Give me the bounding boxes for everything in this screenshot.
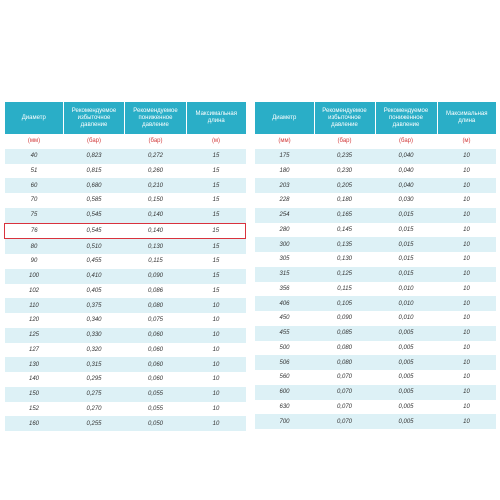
cell-underpressure: 0,030: [375, 193, 437, 208]
cell-diameter: 100: [5, 269, 64, 284]
unit-diameter: (мм): [255, 134, 314, 149]
cell-underpressure: 0,015: [375, 252, 437, 267]
header-row: [255, 102, 496, 134]
cell-underpressure: 0,260: [125, 164, 187, 179]
cell-max-length: 15: [187, 239, 246, 254]
cell-overpressure: 0,125: [314, 267, 375, 282]
cell-overpressure: 0,275: [64, 387, 125, 402]
unit-diameter: (мм): [5, 134, 64, 149]
table-row: [5, 343, 246, 358]
cell-max-length: 10: [187, 343, 246, 358]
header-diameter: Диаметр: [255, 102, 314, 134]
table-row: [255, 370, 496, 385]
unit-max-length: (м): [187, 134, 246, 149]
cell-diameter: 180: [255, 164, 314, 179]
cell-overpressure: 0,545: [64, 223, 125, 239]
cell-underpressure: 0,005: [375, 400, 437, 415]
cell-overpressure: 0,235: [314, 149, 375, 164]
table-row: [5, 387, 246, 402]
table-row: [255, 252, 496, 267]
cell-underpressure: 0,080: [125, 298, 187, 313]
cell-max-length: 15: [187, 269, 246, 284]
cell-overpressure: 0,130: [314, 252, 375, 267]
cell-diameter: 280: [255, 223, 314, 238]
cell-underpressure: 0,060: [125, 357, 187, 372]
table-row: [5, 178, 246, 193]
cell-overpressure: 0,330: [64, 328, 125, 343]
header-overpressure: Рекомендуемое избыточное давление: [64, 102, 125, 134]
cell-underpressure: 0,005: [375, 414, 437, 429]
cell-max-length: 15: [187, 254, 246, 269]
table-row: [5, 357, 246, 372]
table-row: [5, 298, 246, 313]
cell-underpressure: 0,015: [375, 267, 437, 282]
table-row: [255, 341, 496, 356]
cell-max-length: 10: [437, 341, 496, 356]
cell-overpressure: 0,080: [314, 341, 375, 356]
cell-underpressure: 0,115: [125, 254, 187, 269]
table-row: [255, 282, 496, 297]
cell-diameter: 70: [5, 193, 64, 208]
cell-underpressure: 0,015: [375, 208, 437, 223]
cell-diameter: 90: [5, 254, 64, 269]
cell-diameter: 315: [255, 267, 314, 282]
cell-underpressure: 0,005: [375, 370, 437, 385]
cell-underpressure: 0,040: [375, 164, 437, 179]
cell-underpressure: 0,086: [125, 284, 187, 299]
cell-diameter: 102: [5, 284, 64, 299]
highlighted-row: [5, 223, 246, 239]
cell-max-length: 15: [187, 193, 246, 208]
cell-diameter: 600: [255, 385, 314, 400]
cell-diameter: 305: [255, 252, 314, 267]
cell-diameter: 120: [5, 313, 64, 328]
cell-diameter: 506: [255, 355, 314, 370]
table-row: [5, 328, 246, 343]
table-row: [5, 254, 246, 269]
table-row: [255, 223, 496, 238]
cell-max-length: 10: [187, 416, 246, 431]
cell-max-length: 10: [437, 385, 496, 400]
cell-max-length: 10: [437, 414, 496, 429]
cell-overpressure: 0,135: [314, 237, 375, 252]
cell-diameter: 254: [255, 208, 314, 223]
cell-underpressure: 0,140: [125, 208, 187, 223]
cell-diameter: 160: [5, 416, 64, 431]
cell-max-length: 10: [437, 237, 496, 252]
cell-diameter: 630: [255, 400, 314, 415]
cell-diameter: 152: [5, 402, 64, 417]
table-row: [255, 193, 496, 208]
table-row: [5, 284, 246, 299]
cell-overpressure: 0,080: [314, 355, 375, 370]
cell-overpressure: 0,180: [314, 193, 375, 208]
table-row: [5, 164, 246, 179]
cell-max-length: 10: [437, 193, 496, 208]
left-spec-table: [4, 102, 246, 431]
cell-diameter: 500: [255, 341, 314, 356]
cell-underpressure: 0,272: [125, 149, 187, 164]
cell-max-length: 10: [187, 298, 246, 313]
cell-overpressure: 0,230: [314, 164, 375, 179]
cell-underpressure: 0,010: [375, 282, 437, 297]
cell-diameter: 76: [5, 223, 64, 239]
cell-underpressure: 0,090: [125, 269, 187, 284]
cell-overpressure: 0,090: [314, 311, 375, 326]
cell-diameter: 51: [5, 164, 64, 179]
header-diameter: Диаметр: [5, 102, 64, 134]
cell-overpressure: 0,315: [64, 357, 125, 372]
table-row: [5, 372, 246, 387]
cell-max-length: 10: [437, 400, 496, 415]
cell-diameter: 127: [5, 343, 64, 358]
units-row: [5, 134, 246, 149]
cell-max-length: 10: [437, 370, 496, 385]
cell-max-length: 15: [187, 178, 246, 193]
cell-overpressure: 0,070: [314, 370, 375, 385]
cell-max-length: 10: [187, 357, 246, 372]
cell-diameter: 110: [5, 298, 64, 313]
unit-overpressure: (бар): [314, 134, 375, 149]
cell-diameter: 40: [5, 149, 64, 164]
cell-max-length: 15: [187, 208, 246, 223]
table-row: [255, 355, 496, 370]
cell-diameter: 140: [5, 372, 64, 387]
cell-diameter: 560: [255, 370, 314, 385]
cell-overpressure: 0,405: [64, 284, 125, 299]
cell-diameter: 450: [255, 311, 314, 326]
cell-overpressure: 0,145: [314, 223, 375, 238]
cell-overpressure: 0,105: [314, 296, 375, 311]
table-row: [5, 149, 246, 164]
cell-underpressure: 0,140: [125, 223, 187, 239]
cell-overpressure: 0,815: [64, 164, 125, 179]
cell-diameter: 60: [5, 178, 64, 193]
cell-underpressure: 0,050: [125, 416, 187, 431]
table-row: [255, 385, 496, 400]
table-row: [5, 313, 246, 328]
cell-max-length: 10: [437, 296, 496, 311]
table-row: [255, 237, 496, 252]
table-row: [255, 296, 496, 311]
cell-overpressure: 0,085: [314, 326, 375, 341]
cell-max-length: 10: [187, 328, 246, 343]
cell-underpressure: 0,150: [125, 193, 187, 208]
cell-max-length: 15: [187, 149, 246, 164]
cell-underpressure: 0,060: [125, 328, 187, 343]
cell-overpressure: 0,510: [64, 239, 125, 254]
cell-overpressure: 0,455: [64, 254, 125, 269]
cell-diameter: 228: [255, 193, 314, 208]
cell-overpressure: 0,205: [314, 178, 375, 193]
cell-max-length: 10: [187, 372, 246, 387]
cell-max-length: 10: [437, 164, 496, 179]
cell-max-length: 10: [187, 387, 246, 402]
table-row: [255, 164, 496, 179]
cell-max-length: 10: [437, 208, 496, 223]
table-row: [5, 402, 246, 417]
cell-diameter: 406: [255, 296, 314, 311]
cell-diameter: 80: [5, 239, 64, 254]
cell-overpressure: 0,070: [314, 414, 375, 429]
header-underpressure: Рекомендуемое пониженное давление: [125, 102, 187, 134]
cell-diameter: 175: [255, 149, 314, 164]
cell-overpressure: 0,340: [64, 313, 125, 328]
cell-underpressure: 0,005: [375, 341, 437, 356]
cell-overpressure: 0,165: [314, 208, 375, 223]
table-row: [255, 149, 496, 164]
table-row: [5, 208, 246, 223]
cell-overpressure: 0,410: [64, 269, 125, 284]
cell-underpressure: 0,015: [375, 223, 437, 238]
right-spec-table: [255, 102, 496, 429]
cell-overpressure: 0,545: [64, 208, 125, 223]
cell-max-length: 15: [187, 164, 246, 179]
table-row: [255, 414, 496, 429]
cell-underpressure: 0,060: [125, 372, 187, 387]
cell-max-length: 10: [437, 149, 496, 164]
cell-max-length: 10: [437, 311, 496, 326]
table-row: [5, 193, 246, 208]
cell-overpressure: 0,255: [64, 416, 125, 431]
cell-diameter: 455: [255, 326, 314, 341]
cell-overpressure: 0,115: [314, 282, 375, 297]
cell-max-length: 10: [437, 326, 496, 341]
left-table-body: [5, 134, 246, 431]
cell-max-length: 10: [437, 223, 496, 238]
table-row: [5, 239, 246, 254]
cell-underpressure: 0,005: [375, 355, 437, 370]
table-row: [255, 267, 496, 282]
cell-diameter: 356: [255, 282, 314, 297]
cell-overpressure: 0,295: [64, 372, 125, 387]
unit-overpressure: (бар): [64, 134, 125, 149]
cell-max-length: 10: [187, 402, 246, 417]
cell-underpressure: 0,055: [125, 402, 187, 417]
header-max-length: Максимальная длина: [187, 102, 246, 134]
table-row: [255, 311, 496, 326]
cell-overpressure: 0,585: [64, 193, 125, 208]
cell-underpressure: 0,010: [375, 296, 437, 311]
cell-diameter: 75: [5, 208, 64, 223]
cell-overpressure: 0,270: [64, 402, 125, 417]
cell-max-length: 10: [187, 313, 246, 328]
cell-max-length: 10: [437, 282, 496, 297]
cell-diameter: 300: [255, 237, 314, 252]
cell-underpressure: 0,010: [375, 311, 437, 326]
cell-diameter: 203: [255, 178, 314, 193]
table-row: [255, 178, 496, 193]
cell-underpressure: 0,015: [375, 237, 437, 252]
header-overpressure: Рекомендуемое избыточное давление: [314, 102, 375, 134]
unit-max-length: (м): [437, 134, 496, 149]
cell-underpressure: 0,005: [375, 385, 437, 400]
table-row: [255, 400, 496, 415]
right-table-body: [255, 134, 496, 429]
cell-underpressure: 0,210: [125, 178, 187, 193]
cell-underpressure: 0,060: [125, 343, 187, 358]
table-row: [255, 208, 496, 223]
table-row: [5, 269, 246, 284]
cell-diameter: 150: [5, 387, 64, 402]
cell-diameter: 700: [255, 414, 314, 429]
cell-underpressure: 0,040: [375, 178, 437, 193]
cell-overpressure: 0,823: [64, 149, 125, 164]
unit-underpressure: (бар): [375, 134, 437, 149]
cell-overpressure: 0,070: [314, 385, 375, 400]
table-row: [5, 416, 246, 431]
cell-max-length: 10: [437, 252, 496, 267]
cell-underpressure: 0,005: [375, 326, 437, 341]
units-row: [255, 134, 496, 149]
cell-diameter: 125: [5, 328, 64, 343]
cell-overpressure: 0,375: [64, 298, 125, 313]
cell-max-length: 10: [437, 178, 496, 193]
cell-underpressure: 0,055: [125, 387, 187, 402]
cell-overpressure: 0,680: [64, 178, 125, 193]
header-underpressure: Рекомендуемое пониженное давление: [375, 102, 437, 134]
cell-max-length: 10: [437, 355, 496, 370]
header-row: [5, 102, 246, 134]
table-row: [255, 326, 496, 341]
cell-diameter: 130: [5, 357, 64, 372]
cell-max-length: 15: [187, 284, 246, 299]
cell-overpressure: 0,320: [64, 343, 125, 358]
header-max-length: Максимальная длина: [437, 102, 496, 134]
cell-max-length: 10: [437, 267, 496, 282]
cell-max-length: 15: [187, 223, 246, 239]
unit-underpressure: (бар): [125, 134, 187, 149]
cell-underpressure: 0,075: [125, 313, 187, 328]
cell-underpressure: 0,040: [375, 149, 437, 164]
cell-underpressure: 0,130: [125, 239, 187, 254]
cell-overpressure: 0,070: [314, 400, 375, 415]
